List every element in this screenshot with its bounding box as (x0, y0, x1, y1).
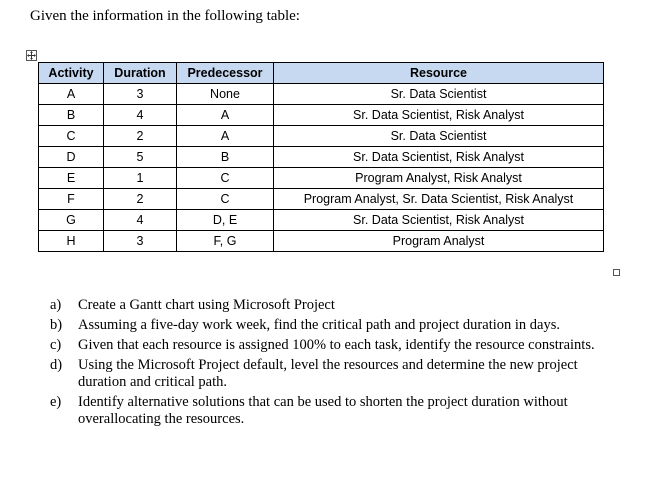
cell-resource: Program Analyst, Sr. Data Scientist, Risk Analyst (274, 189, 604, 210)
cell-duration: 3 (104, 84, 177, 105)
table-row (39, 147, 604, 168)
list-item-label: a) (50, 297, 62, 313)
cell-predecessor: A (177, 105, 274, 126)
cell-resource: Sr. Data Scientist, Risk Analyst (274, 147, 604, 168)
table-row (39, 168, 604, 189)
list-item (50, 337, 610, 354)
cell-activity: C (39, 126, 104, 147)
cell-predecessor: B (177, 147, 274, 168)
move-icon (27, 51, 36, 60)
list-item (50, 317, 610, 334)
header-activity: Activity (39, 63, 104, 84)
cell-resource: Program Analyst, Risk Analyst (274, 168, 604, 189)
table-resize-handle[interactable] (613, 269, 620, 276)
cell-duration: 2 (104, 126, 177, 147)
table-move-handle[interactable] (26, 50, 37, 61)
list-item-label: d) (50, 357, 63, 373)
cell-duration: 1 (104, 168, 177, 189)
cell-predecessor: C (177, 168, 274, 189)
list-item-label: b) (50, 317, 63, 333)
table-row (39, 231, 604, 252)
intro-text: Given the information in the following table: (30, 8, 300, 24)
cell-duration: 4 (104, 210, 177, 231)
cell-resource: Sr. Data Scientist, Risk Analyst (274, 210, 604, 231)
list-item (50, 357, 610, 391)
task-list (50, 297, 610, 431)
cell-activity: H (39, 231, 104, 252)
list-item-label: c) (50, 337, 62, 353)
table-row (39, 189, 604, 210)
cell-resource: Sr. Data Scientist (274, 84, 604, 105)
cell-duration: 2 (104, 189, 177, 210)
header-resource: Resource (274, 63, 604, 84)
cell-predecessor: D, E (177, 210, 274, 231)
list-item (50, 297, 610, 314)
cell-duration: 3 (104, 231, 177, 252)
cell-activity: G (39, 210, 104, 231)
list-item (50, 394, 610, 428)
table-row (39, 126, 604, 147)
list-item-text: Identify alternative solutions that can be used to shorten the project duration without overallocating the resources. (78, 394, 568, 427)
cell-predecessor: F, G (177, 231, 274, 252)
table-header-row (39, 63, 604, 84)
table-row (39, 84, 604, 105)
cell-predecessor: C (177, 189, 274, 210)
list-item-text: Create a Gantt chart using Microsoft Project (78, 297, 335, 313)
list-item-text: Assuming a five-day work week, find the critical path and project duration in days. (78, 317, 560, 333)
header-duration: Duration (104, 63, 177, 84)
cell-duration: 4 (104, 105, 177, 126)
table-row (39, 105, 604, 126)
cell-activity: D (39, 147, 104, 168)
table-row (39, 210, 604, 231)
cell-resource: Program Analyst (274, 231, 604, 252)
list-item-text: Using the Microsoft Project default, level the resources and determine the new project duration and critical path. (78, 357, 578, 390)
list-item-text: Given that each resource is assigned 100% to each task, identify the resource constraints. (78, 337, 595, 353)
header-predecessor: Predecessor (177, 63, 274, 84)
activity-table (38, 62, 604, 252)
cell-activity: B (39, 105, 104, 126)
cell-predecessor: None (177, 84, 274, 105)
cell-duration: 5 (104, 147, 177, 168)
cell-activity: A (39, 84, 104, 105)
list-item-label: e) (50, 394, 62, 410)
cell-predecessor: A (177, 126, 274, 147)
cell-activity: F (39, 189, 104, 210)
cell-resource: Sr. Data Scientist (274, 126, 604, 147)
cell-resource: Sr. Data Scientist, Risk Analyst (274, 105, 604, 126)
cell-activity: E (39, 168, 104, 189)
